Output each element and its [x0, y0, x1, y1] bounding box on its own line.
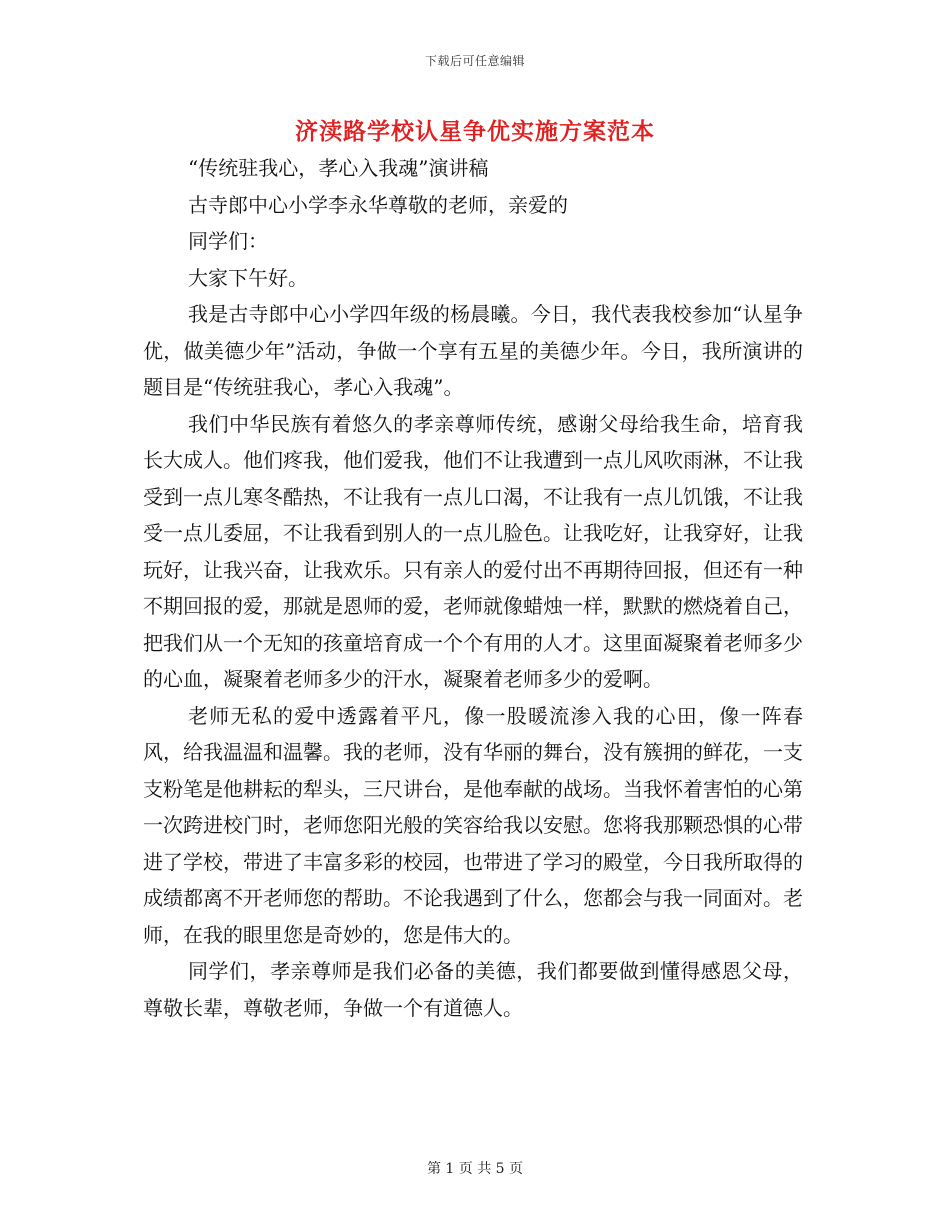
page-header-note: 下载后可任意编辑	[424, 54, 525, 68]
page-footer-number: 第 1 页 共 5 页	[426, 1161, 524, 1177]
paragraph-teacher: 老师无私的爱中透露着平凡，像一股暖流渗入我的心田，像一阵春风，给我温温和温馨。我的老师，没有华丽的舞台，没有簇拥的鲜花，一支支粉笔是他耕耘的犁头，三尺讲台，是他奉献的战场。当我怀着害怕的心第一次跨进校门时，老师您阳光般的笑容给我以安慰。您将我那颗恐惧的心带进了学校，带进了丰富多彩的校园，也带进了学习的殿堂，今日我所取得的成绩都离不开老师您的帮助。不论我遇到了什么，您都会与我一同面对。老师，在我的眼里您是奇妙的，您是伟大的。	[143, 703, 803, 947]
document-body	[143, 150, 803, 1026]
paragraph-tradition: 我们中华民族有着悠久的孝亲尊师传统，感谢父母给我生命，培育我长大成人。他们疼我，他们爱我，他们不让我遭到一点儿风吹雨淋，不让我受到一点儿寒冬酷热，不让我有一点儿口渴，不让我有一点儿饥饿，不让我受一点儿委屈，不让我看到别人的一点儿脸色。让我吃好，让我穿好，让我玩好，让我兴奋，让我欢乐。只有亲人的爱付出不再期待回报，但还有一种不期回报的爱，那就是恩师的爱，老师就像蜡烛一样，默默的燃烧着自己，把我们从一个无知的孩童培育成一个个有用的人才。这里面凝聚着老师多少的心血，凝聚着老师多少的汗水，凝聚着老师多少的爱啊。	[143, 411, 803, 691]
paragraph-conclusion: 同学们，孝亲尊师是我们必备的美德，我们都要做到懂得感恩父母，尊敬长辈，尊敬老师，争做一个有道德人。	[143, 959, 803, 1020]
document-title: 济渎路学校认星争优实施方案范本	[295, 118, 655, 145]
speaker-line: 古寺郎中心小学李永华尊敬的老师，亲爱的	[188, 192, 568, 217]
greeting-line: 同学们：	[188, 229, 268, 253]
paragraph-intro: 我是古寺郎中心小学四年级的杨晨曦。今日，我代表我校参加“认星争优，做美德少年”活动，争做一个享有五星的美德少年。今日，我所演讲的题目是“传统驻我心，孝心入我魂”。	[143, 302, 803, 399]
speech-title-line: “传统驻我心，孝心入我魂”演讲稿	[188, 156, 489, 180]
salutation-line: 大家下午好。	[188, 265, 308, 290]
